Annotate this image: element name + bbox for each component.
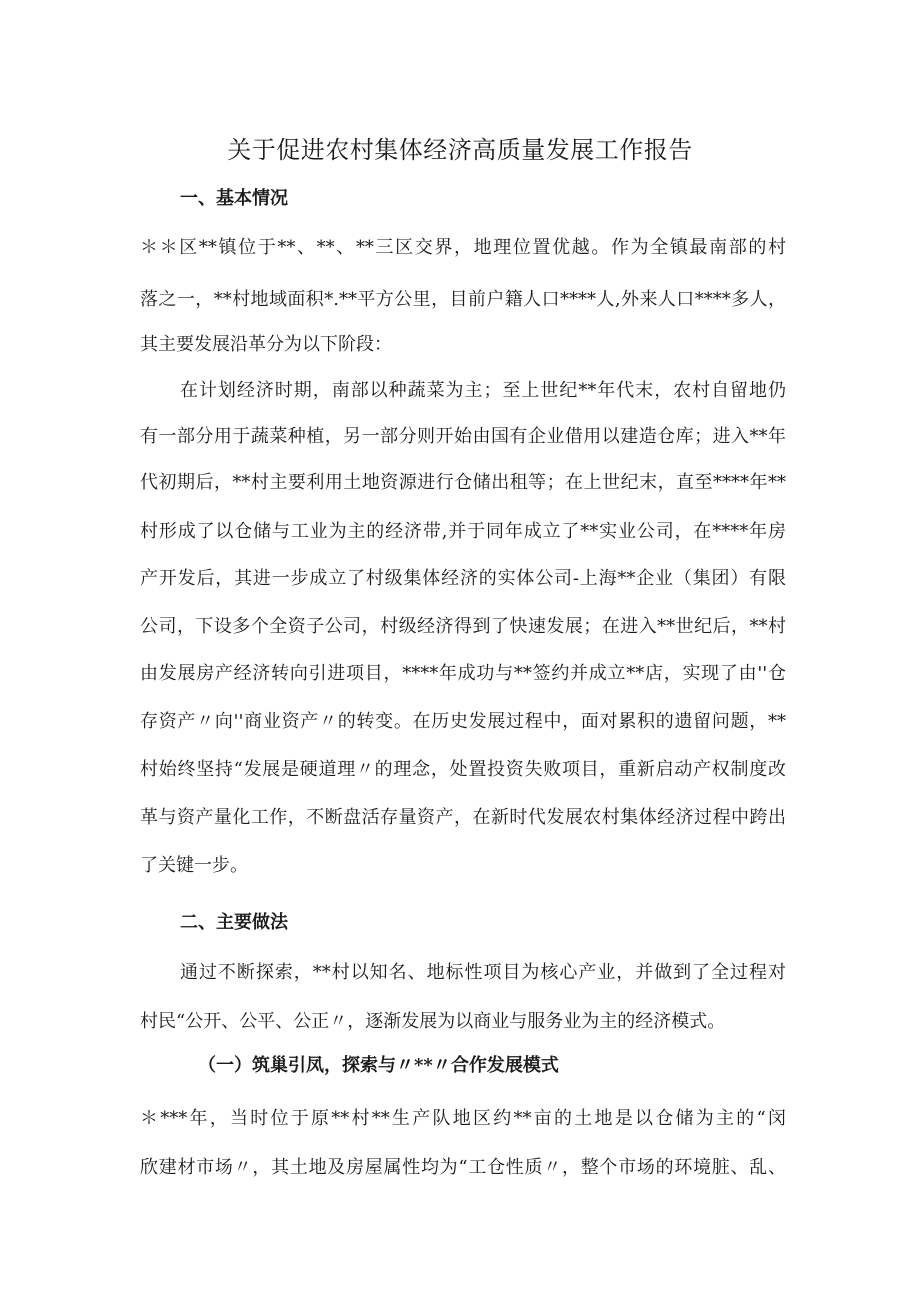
text-line: ＊***年，当时位于原**村**生产队地区约**亩的土地是以仓储为主的“闵: [140, 1108, 786, 1129]
section-heading-basic-situation: 一、基本情况: [180, 188, 288, 209]
text-line: 通过不断探索，**村以知名、地标性项目为核心产业，并做到了全过程对: [180, 962, 786, 983]
text-line: 其主要发展沿革分为以下阶段：: [140, 334, 392, 355]
text-line: 欣建材市场〃，其土地及房屋属性均为“工仓性质〃，整个市场的环境脏、乱、: [140, 1157, 786, 1178]
text-line: 有一部分用于蔬菜种植，另一部分则开始由国有企业借用以建造仓库；进入**年: [140, 426, 786, 447]
text-line: 在计划经济时期，南部以种蔬菜为主；至上世纪**年代末，农村自留地仍: [180, 380, 786, 401]
text-line: ＊＊区**镇位于**、**、**三区交界，地理位置优越。作为全镇最南部的村: [140, 237, 786, 258]
text-line: 革与资产量化工作，不断盘活存量资产，在新时代发展农村集体经济过程中跨出: [140, 807, 786, 828]
text-line: 村始终坚持“发展是硬道理〃的理念，处置投资失败项目，重新启动产权制度改: [140, 759, 786, 780]
text-line: 代初期后，**村主要利用土地资源进行仓储出租等；在上世纪末，直至****年**: [140, 472, 786, 493]
text-line: 了关键一步。: [140, 855, 248, 876]
section-heading-main-practices: 二、主要做法: [180, 912, 288, 933]
text-line: 由发展房产经济转向引进项目，****年成功与**签约并成立**店，实现了由''仓: [140, 663, 786, 684]
text-line: 产开发后，其进一步成立了村级集体经济的实体公司-上海**企业（集团）有限: [140, 568, 786, 589]
text-line: 落之一，**村地域面积*.**平方公里，目前户籍人口****人,外来人口****多人，: [140, 289, 786, 310]
text-line: 公司，下设多个全资子公司，村级经济得到了快速发展；在进入**世纪后，**村: [140, 616, 786, 637]
subsection-heading-cooperation-model: （一）筑巢引凤，探索与〃**〃合作发展模式: [198, 1055, 559, 1076]
text-line: 村形成了以仓储与工业为主的经济带,并于同年成立了**实业公司，在****年房: [140, 521, 786, 542]
text-line: 存资产〃向''商业资产〃的转变。在历史发展过程中，面对累积的遗留问题，**: [140, 711, 786, 732]
text-line: 村民“公开、公平、公正〃，逐渐发展为以商业与服务业为主的经济模式。: [140, 1011, 726, 1032]
document-title: 关于促进农村集体经济高质量发展工作报告: [227, 136, 693, 164]
